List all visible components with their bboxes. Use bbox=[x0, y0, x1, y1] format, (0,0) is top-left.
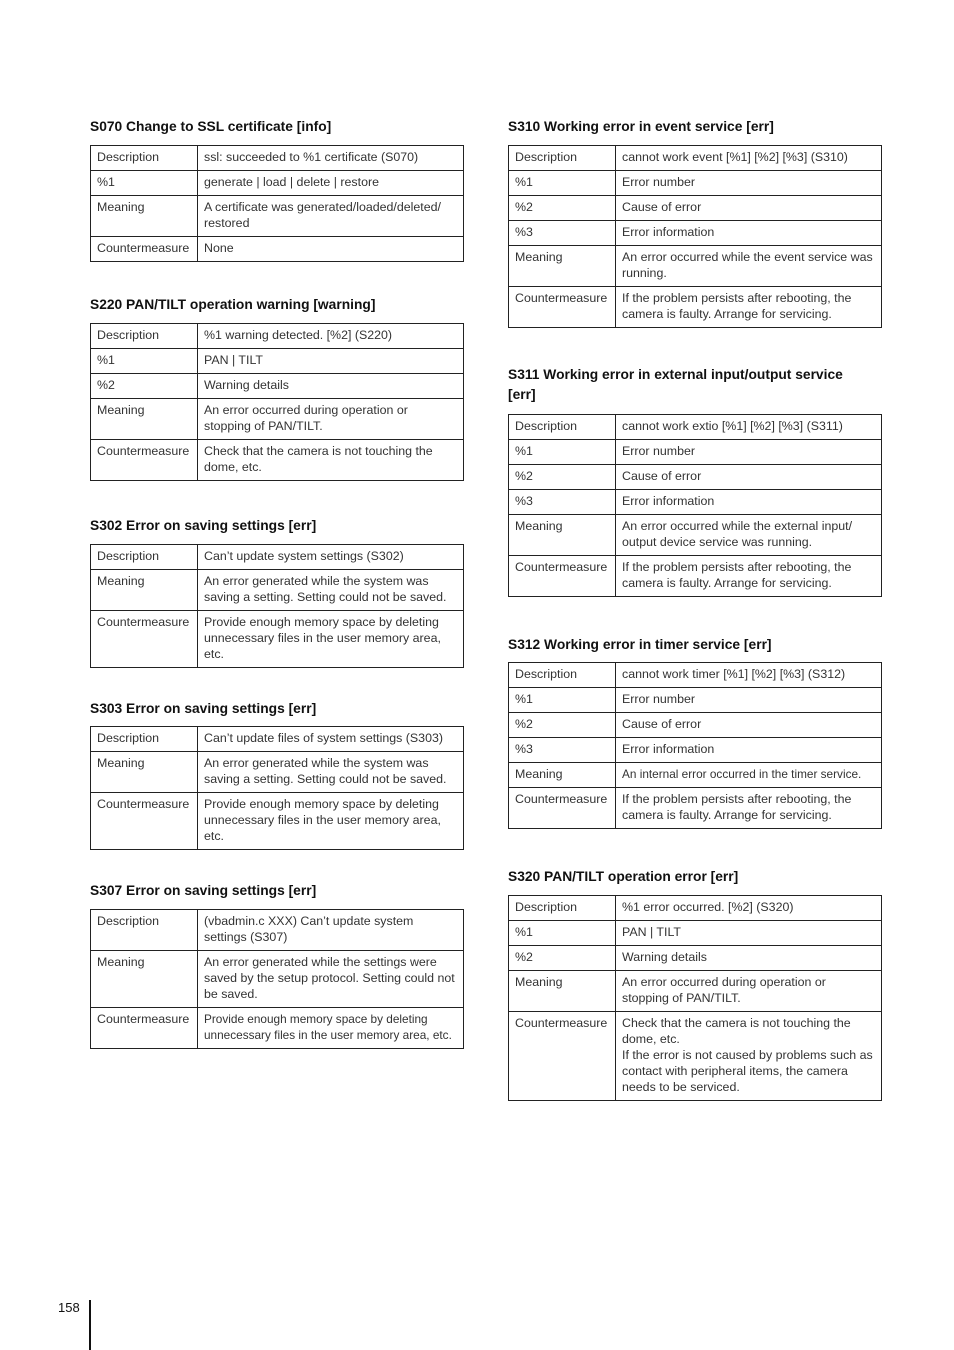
table-row bbox=[91, 570, 464, 611]
table-row bbox=[509, 946, 882, 971]
row-value: An error generated while the settings were saved by the setup protocol. Setting could not be saved. bbox=[198, 951, 464, 1008]
row-label: Description bbox=[509, 415, 616, 440]
row-label: Meaning bbox=[509, 763, 616, 788]
page-number: 158 bbox=[58, 1300, 80, 1315]
section-title: S320 PAN/TILT operation error [err] bbox=[508, 869, 739, 884]
row-value: A certificate was generated/loaded/deleted/ restored bbox=[198, 196, 464, 237]
row-value: Check that the camera is not touching the dome, etc. bbox=[198, 440, 464, 481]
row-label: Countermeasure bbox=[509, 556, 616, 597]
row-label: Meaning bbox=[509, 971, 616, 1012]
row-label: Countermeasure bbox=[509, 287, 616, 328]
row-value: Provide enough memory space by deleting unnecessary files in the user memory area, etc. bbox=[198, 793, 464, 850]
section-title: S312 Working error in timer service [err] bbox=[508, 637, 772, 652]
table-row bbox=[509, 415, 882, 440]
page-number-rule bbox=[89, 1300, 91, 1350]
table-row bbox=[509, 171, 882, 196]
row-value: ssl: succeeded to %1 certificate (S070) bbox=[198, 146, 464, 171]
row-label: %3 bbox=[509, 490, 616, 515]
row-value: Warning details bbox=[616, 946, 882, 971]
row-label: %3 bbox=[509, 738, 616, 763]
row-label: Description bbox=[91, 727, 198, 752]
row-value: Can’t update files of system settings (S303) bbox=[198, 727, 464, 752]
row-value: If the problem persists after rebooting, the camera is faulty. Arrange for servicing. bbox=[616, 287, 882, 328]
row-value: An error occurred while the external input/ output device service was running. bbox=[616, 515, 882, 556]
row-value: An error occurred while the event service was running. bbox=[616, 246, 882, 287]
row-value: Error information bbox=[616, 221, 882, 246]
row-value: An error generated while the system was saving a setting. Setting could not be saved. bbox=[198, 570, 464, 611]
section-title: S310 Working error in event service [err] bbox=[508, 119, 774, 134]
row-value: Error number bbox=[616, 688, 882, 713]
table-row bbox=[509, 556, 882, 597]
row-label: Countermeasure bbox=[91, 440, 198, 481]
row-value: PAN | TILT bbox=[616, 921, 882, 946]
table-row bbox=[91, 910, 464, 951]
row-label: Meaning bbox=[91, 752, 198, 793]
table-row bbox=[509, 515, 882, 556]
table-row bbox=[91, 237, 464, 262]
row-value: cannot work extio [%1] [%2] [%3] (S311) bbox=[616, 415, 882, 440]
row-label: %1 bbox=[509, 171, 616, 196]
row-label: Countermeasure bbox=[509, 788, 616, 829]
table-row bbox=[91, 399, 464, 440]
table-row bbox=[509, 663, 882, 688]
table-row bbox=[91, 171, 464, 196]
section-title: S302 Error on saving settings [err] bbox=[90, 518, 317, 533]
row-label: Description bbox=[509, 146, 616, 171]
row-label: Meaning bbox=[91, 951, 198, 1008]
table-row bbox=[509, 221, 882, 246]
row-value: cannot work event [%1] [%2] [%3] (S310) bbox=[616, 146, 882, 171]
row-label: Description bbox=[91, 146, 198, 171]
row-value: None bbox=[198, 237, 464, 262]
row-label: %3 bbox=[509, 221, 616, 246]
table-row bbox=[509, 1012, 882, 1101]
row-value: Error number bbox=[616, 171, 882, 196]
row-value: Cause of error bbox=[616, 713, 882, 738]
row-value: Check that the camera is not touching the dome, etc. If the error is not caused by problems such as contact with peripheral items, the camera needs to be serviced. bbox=[616, 1012, 882, 1101]
row-label: %1 bbox=[91, 349, 198, 374]
table-row bbox=[509, 196, 882, 221]
table-row bbox=[509, 465, 882, 490]
table-row bbox=[91, 793, 464, 850]
row-value: Error number bbox=[616, 440, 882, 465]
row-value: Can’t update system settings (S302) bbox=[198, 545, 464, 570]
section-title: S311 Working error in external input/output service [err] bbox=[508, 367, 843, 402]
table-row bbox=[91, 196, 464, 237]
row-label: Countermeasure bbox=[509, 1012, 616, 1101]
message-table bbox=[90, 145, 464, 262]
row-label: Countermeasure bbox=[91, 237, 198, 262]
section-title: S303 Error on saving settings [err] bbox=[90, 701, 317, 716]
message-table bbox=[508, 145, 882, 328]
row-label: %2 bbox=[509, 946, 616, 971]
table-row bbox=[91, 752, 464, 793]
row-value: generate | load | delete | restore bbox=[198, 171, 464, 196]
table-row bbox=[91, 611, 464, 668]
message-table bbox=[90, 544, 464, 668]
row-label: Meaning bbox=[91, 196, 198, 237]
row-value: cannot work timer [%1] [%2] [%3] (S312) bbox=[616, 663, 882, 688]
table-row bbox=[91, 440, 464, 481]
message-table bbox=[508, 414, 882, 597]
row-label: %2 bbox=[509, 465, 616, 490]
table-row bbox=[91, 727, 464, 752]
table-row bbox=[509, 490, 882, 515]
row-label: Countermeasure bbox=[91, 611, 198, 668]
row-value: PAN | TILT bbox=[198, 349, 464, 374]
table-row bbox=[91, 545, 464, 570]
row-value: If the problem persists after rebooting, the camera is faulty. Arrange for servicing. bbox=[616, 556, 882, 597]
row-value: Cause of error bbox=[616, 196, 882, 221]
row-value: Warning details bbox=[198, 374, 464, 399]
table-row bbox=[509, 738, 882, 763]
table-row bbox=[509, 246, 882, 287]
row-value: (vbadmin.c XXX) Can’t update system settings (S307) bbox=[198, 910, 464, 951]
table-row bbox=[91, 374, 464, 399]
table-row bbox=[91, 349, 464, 374]
row-value: %1 error occurred. [%2] (S320) bbox=[616, 896, 882, 921]
table-row bbox=[509, 713, 882, 738]
message-table bbox=[508, 895, 882, 1101]
row-label: Description bbox=[91, 324, 198, 349]
message-table bbox=[508, 662, 882, 829]
row-value: Error information bbox=[616, 738, 882, 763]
section-title: S220 PAN/TILT operation warning [warning] bbox=[90, 297, 376, 312]
row-label: Description bbox=[91, 910, 198, 951]
row-value: Error information bbox=[616, 490, 882, 515]
table-row bbox=[509, 287, 882, 328]
row-label: Meaning bbox=[509, 246, 616, 287]
row-value: An error occurred during operation or stopping of PAN/TILT. bbox=[616, 971, 882, 1012]
table-row bbox=[509, 146, 882, 171]
row-label: %2 bbox=[509, 196, 616, 221]
message-table bbox=[90, 909, 464, 1049]
row-label: Description bbox=[91, 545, 198, 570]
row-label: %1 bbox=[91, 171, 198, 196]
table-row bbox=[91, 1008, 464, 1049]
section-title: S070 Change to SSL certificate [info] bbox=[90, 119, 332, 134]
row-value: An error occurred during operation or stopping of PAN/TILT. bbox=[198, 399, 464, 440]
row-value: If the problem persists after rebooting, the camera is faulty. Arrange for servicing. bbox=[616, 788, 882, 829]
row-label: %2 bbox=[509, 713, 616, 738]
table-row bbox=[91, 146, 464, 171]
row-label: Meaning bbox=[91, 399, 198, 440]
message-table bbox=[90, 726, 464, 850]
table-row bbox=[509, 688, 882, 713]
row-value: Provide enough memory space by deleting unnecessary files in the user memory area, etc. bbox=[198, 611, 464, 668]
row-label: Meaning bbox=[509, 515, 616, 556]
row-value: %1 warning detected. [%2] (S220) bbox=[198, 324, 464, 349]
table-row bbox=[509, 921, 882, 946]
row-label: %1 bbox=[509, 440, 616, 465]
row-value: An error generated while the system was saving a setting. Setting could not be saved. bbox=[198, 752, 464, 793]
row-label: %2 bbox=[91, 374, 198, 399]
message-table bbox=[90, 323, 464, 481]
table-row bbox=[509, 763, 882, 788]
table-row bbox=[509, 971, 882, 1012]
table-row bbox=[509, 896, 882, 921]
row-label: %1 bbox=[509, 921, 616, 946]
row-value: Cause of error bbox=[616, 465, 882, 490]
row-value: An internal error occurred in the timer service. bbox=[616, 763, 882, 788]
section-title: S307 Error on saving settings [err] bbox=[90, 883, 317, 898]
row-label: Description bbox=[509, 896, 616, 921]
table-row bbox=[509, 440, 882, 465]
table-row bbox=[91, 951, 464, 1008]
row-label: Meaning bbox=[91, 570, 198, 611]
row-label: %1 bbox=[509, 688, 616, 713]
row-label: Countermeasure bbox=[91, 793, 198, 850]
row-value: Provide enough memory space by deleting unnecessary files in the user memory area, etc. bbox=[198, 1008, 464, 1049]
table-row bbox=[91, 324, 464, 349]
table-row bbox=[509, 788, 882, 829]
row-label: Countermeasure bbox=[91, 1008, 198, 1049]
row-label: Description bbox=[509, 663, 616, 688]
